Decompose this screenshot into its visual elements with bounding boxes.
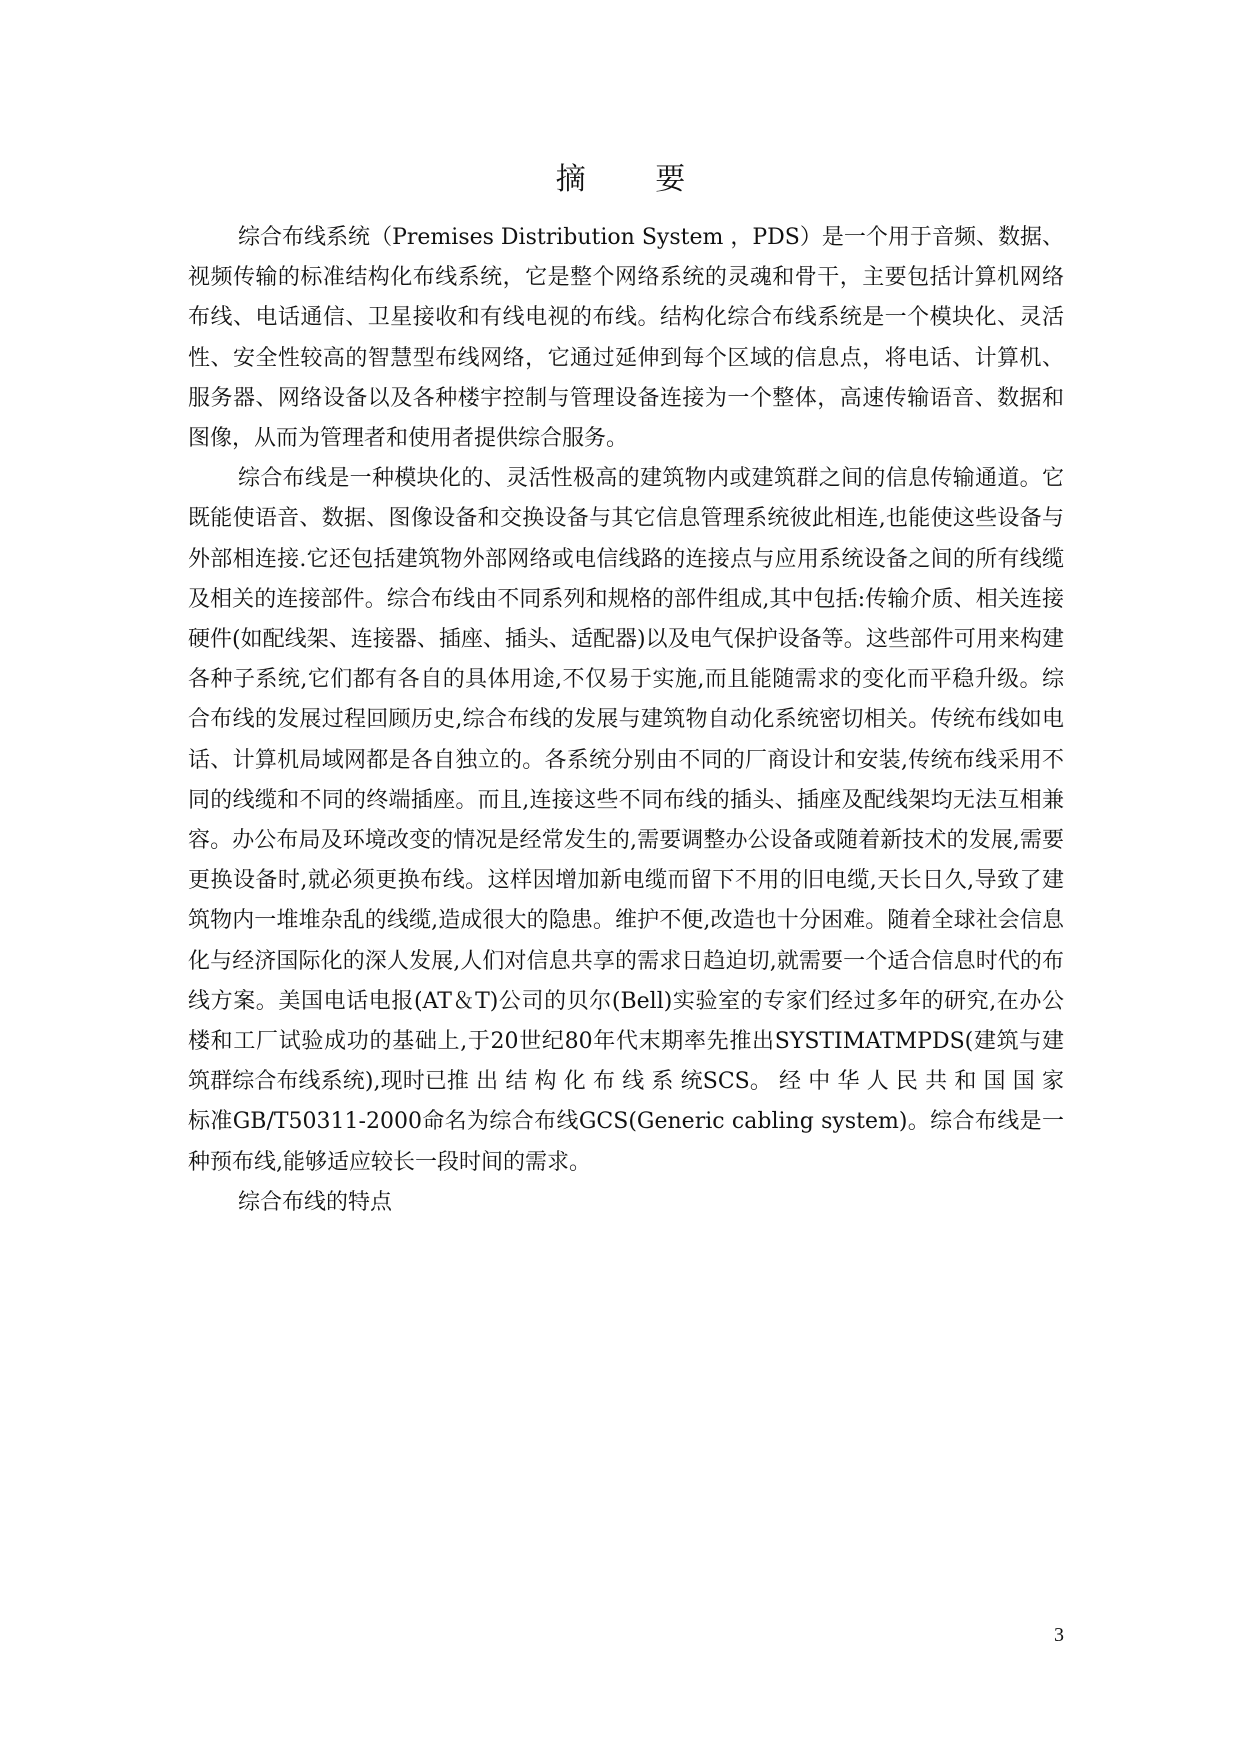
paragraph-cabling-history: 综合布线是一种模块化的、灵活性极高的建筑物内或建筑群之间的信息传输通道。它既能使语音、数据、图像设备和交换设备与其它信息管理系统彼此相连,也能使这些设备与外部相连接.它还包括建筑物外部网络或电信线路的连接点与应用系统设备之间的所有线缆及相关的连接部件。综合布线由不同系列和规格的部件组成,其中包括:传输介质、相关连接硬件(如配线架、连接器、插座、插头、适配器)以及电气保护设备等。这些部件可用来构建各种子系统,它们都有各自的具体用途,不仅易于实施,而且能随需求的变化而平稳升级。综合布线的发展过程回顾历史,综合布线的发展与建筑物自动化系统密切相关。传统布线如电话、计算机局域网都是各自独立的。各系统分别由不同的厂商设计和安装,传统布线采用不同的线缆和不同的终端插座。而且,连接这些不同布线的插头、插座及配线架均无法互相兼容。办公布局及环境改变的情况是经常发生的,需要调整办公设备或随着新技术的发展,需要更换设备时,就必须更换布线。这样因增加新电缆而留下不用的旧电缆,天长日久,导致了建筑物内一堆堆杂乱的线缆,造成很大的隐患。维护不便,改造也十分困难。随着全球社会信息化与经济国际化的深人发展,人们对信息共享的需求日趋迫切,就需要一个适合信息时代的布线方案。美国电话电报(AT＆T)公司的贝尔(Bell)实验室的专家们经过多年的研究,在办公楼和工厂试验成功的基础上,于20世纪80年代末期率先推出SYSTIMATMPDS(建筑与建筑群综合布线系统),现时已推 出 结 构 化 布 线 系 统SCS。 经 中 华 人 民 共 和 国 国 家 标准GB/T50311-2000命名为综合布线GCS(Generic cabling system)。综合布线是一种预布线,能够适应较长一段时间的需求。	[188, 466, 1064, 1175]
paragraph-features-heading: 综合布线的特点	[238, 1189, 393, 1215]
paragraph-pds-definition: 综合布线系统（Premises Distribution System ，PDS）是一个用于音频、数据、视频传输的标准结构化布线系统，它是整个网络系统的灵魂和骨干，主要包括计算机网络布线、电话通信、卫星接收和有线电视的布线。结构化综合布线系统是一个模块化、灵活性、安全性较高的智慧型布线网络，它通过延伸到每个区域的信息点，将电话、计算机、服务器、网络设备以及各种楼宇控制与管理设备连接为一个整体，高速传输语音、数据和图像，从而为管理者和使用者提供综合服务。	[188, 225, 1064, 452]
page-title: 摘 要	[555, 162, 716, 197]
page-number: 3	[1054, 1624, 1064, 1646]
abstract-body	[188, 218, 1064, 1223]
